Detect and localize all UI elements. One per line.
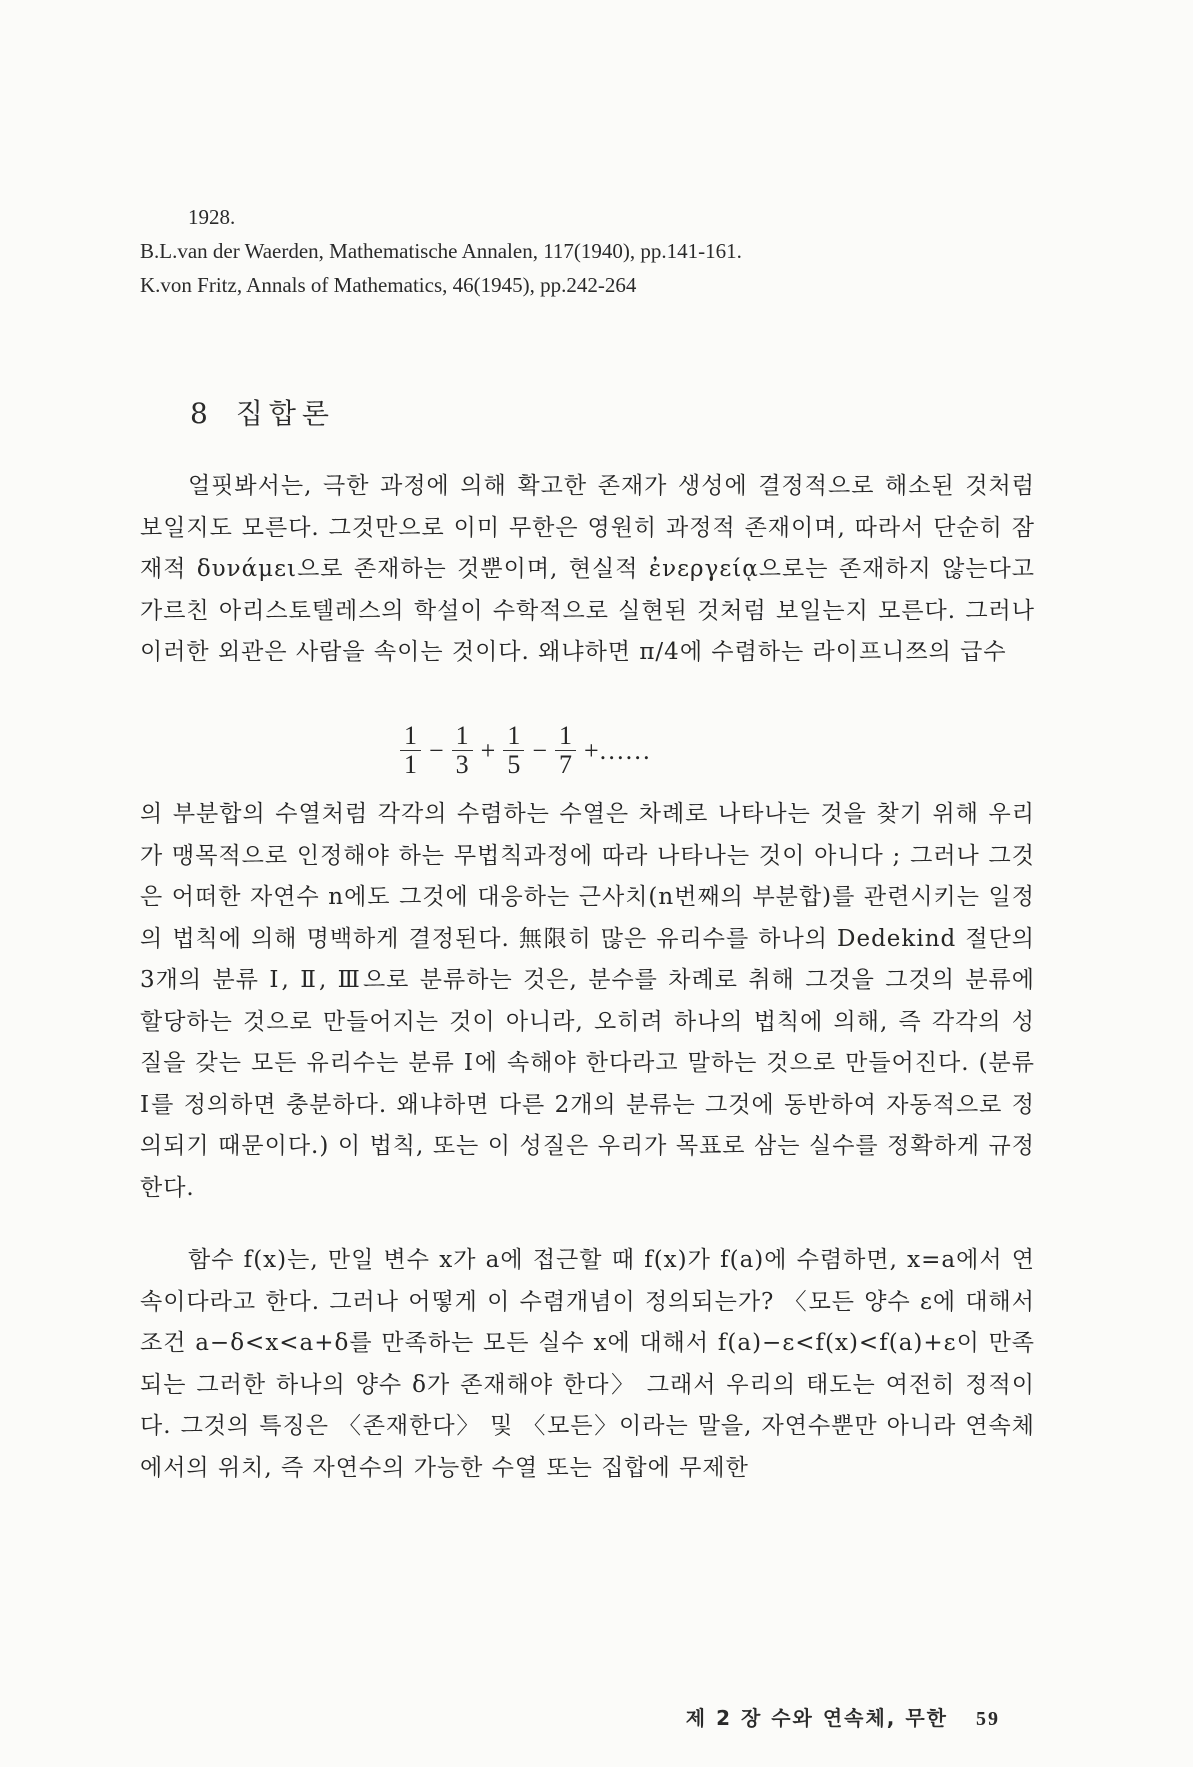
denominator: 1 [404, 750, 417, 779]
section-number: 8 [190, 397, 214, 430]
fraction [400, 722, 421, 779]
section-heading [190, 392, 335, 432]
denominator: 5 [507, 750, 521, 779]
page-number: 59 [976, 1708, 1000, 1730]
numerator: 1 [400, 722, 421, 751]
reference-line: 1928. [188, 205, 236, 229]
numerator: 1 [452, 722, 473, 751]
numerator: 1 [555, 722, 576, 751]
paragraph-text: 얼핏봐서는, 극한 과정에 의해 확고한 존재가 생성에 결정적으로 해소된 것처럼 보일지도 모른다. 그것만으로 이미 무한은 영원히 과정적 존재이며, 따라서 단순히 잠재적 δυνάμει으로 존재하는 것뿐이며, 현실적 ἐνεργείᾳ으로는 존재하지 않는다고 가르친 아리스토텔레스의 학설이 수학적으로 실현된 것처럼 보일는지 모른다. 그러나 이러한 외관은 사람을 속이는 것이다. 왜냐하면 π/4에 수렴하는 라이프니쯔의 급수 [140, 473, 1035, 665]
section-title: 집합론 [235, 397, 335, 430]
page-footer [600, 1702, 1000, 1731]
paragraph-text: 함수 f(x)는, 만일 변수 x가 a에 접근할 때 f(x)가 f(a)에 수렴하면, x=a에서 연속이다라고 한다. 그러나 어떻게 이 수렴개념이 정의되는가? 〈모든 양수 ε에 대해서 조건 a−δ<x<a+δ를 만족하는 모든 실수 x에 대해서 f(a)−ε<f(x)<f(a)+ε이 만족되는 그러한 하나의 양수 δ가 존재해야 한다〉 그래서 우리의 태도는 여전히 정적이다. 그것의 특징은 〈존재한다〉 및 〈모든〉이라는 말을, 자연수뿐만 아니라 연속체에서의 위치, 즉 자연수의 가능한 수열 또는 집합에 무제한 [140, 1247, 1035, 1481]
reference-line: B.L.van der Waerden, Mathematische Annalen, 117(1940), pp.141-161. [140, 239, 742, 263]
reference-line: K.von Fritz, Annals of Mathematics, 46(1945), pp.242-264 [140, 273, 637, 297]
operator: +…… [584, 735, 651, 765]
operator: − [429, 735, 444, 765]
denominator: 3 [455, 750, 469, 779]
paragraph [140, 466, 1035, 674]
fraction [452, 722, 473, 779]
leibniz-series [400, 722, 653, 779]
paragraph [140, 1240, 1035, 1489]
references [140, 200, 1040, 302]
fraction [503, 722, 524, 779]
operator: − [532, 735, 548, 765]
paragraph [140, 794, 1035, 1209]
chapter-title: 제 2 장 수와 연속체, 무한 [685, 1706, 948, 1730]
denominator: 7 [559, 750, 573, 779]
fraction [555, 722, 576, 779]
paragraph-text: 의 부분합의 수열처럼 각각의 수렴하는 수열은 차례로 나타나는 것을 찾기 위해 우리가 맹목적으로 인정해야 하는 무법칙과정에 따라 나타나는 것이 아니다 ; 그러나 그것은 어떠한 자연수 n에도 그것에 대응하는 근사치(n번째의 부분합)를 관련시키는 일정의 법칙에 의해 명백하게 결정된다. 無限히 많은 유리수를 하나의 Dedekind 절단의 3개의 분류 Ⅰ, Ⅱ, Ⅲ으로 분류하는 것은, 분수를 차례로 취해 그것을 그것의 분류에 할당하는 것으로 만들어지는 것이 아니라, 오히려 하나의 법칙에 의해, 즉 각각의 성질을 갖는 모든 유리수는 분류 Ⅰ에 속해야 한다라고 말하는 것으로 만들어진다. (분류 Ⅰ를 정의하면 충분하다. 왜냐하면 다른 2개의 분류는 그것에 동반하여 자동적으로 정의되기 때문이다.) 이 법칙, 또는 이 성질은 우리가 목표로 삼는 실수를 정확하게 규정한다. [140, 801, 1035, 1201]
operator: + [480, 735, 496, 765]
numerator: 1 [503, 722, 524, 751]
